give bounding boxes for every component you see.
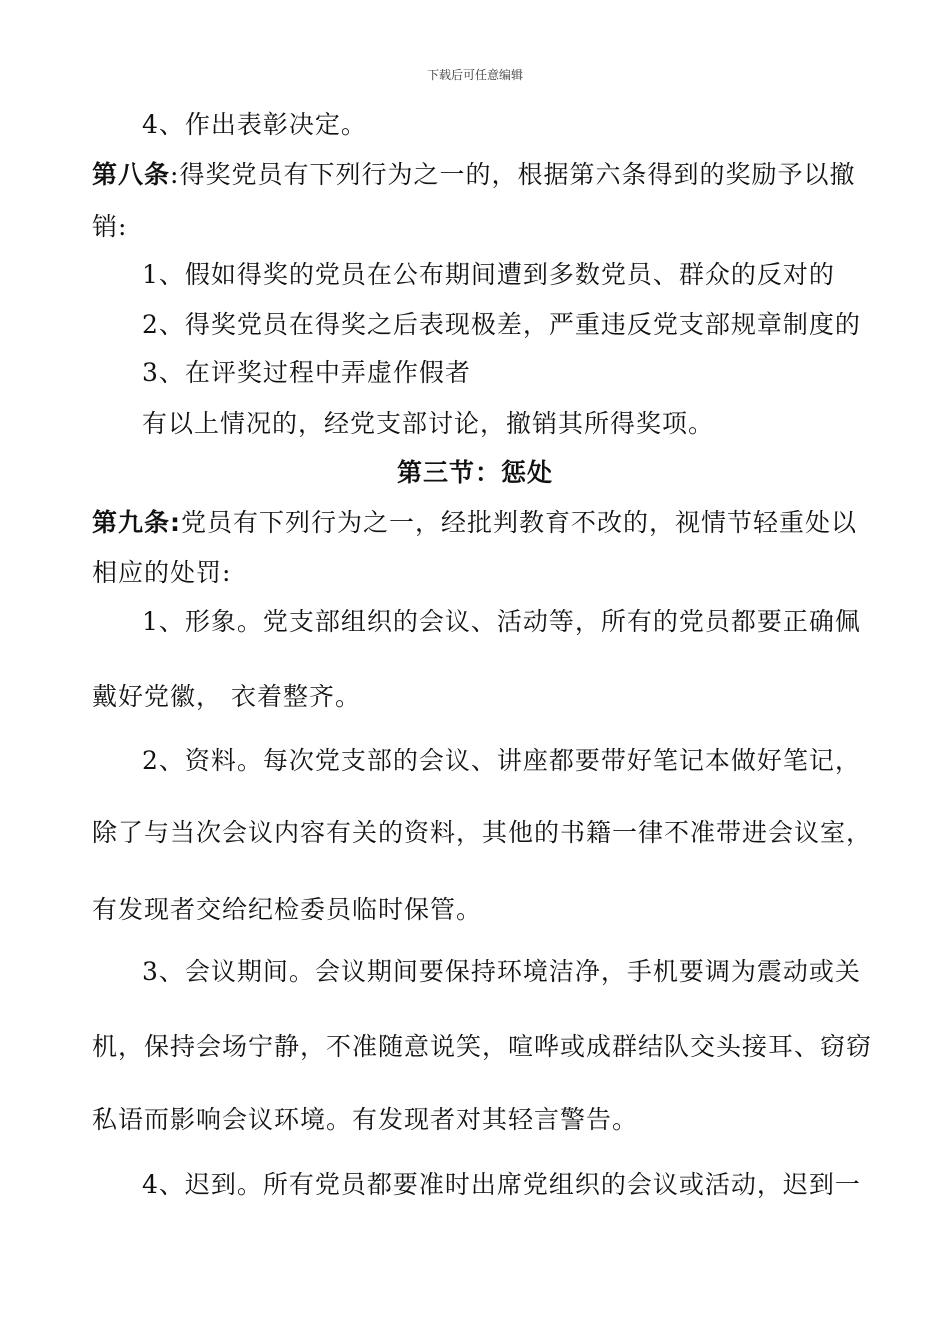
text-line: 私语而影响会议环境。有发现者对其轻言警告。	[92, 1105, 639, 1134]
article-text: :得奖党员有下列行为之一的，根据第六条得到的奖励予以撤	[170, 160, 856, 189]
list-item: 3、会议期间。会议期间要保持环境洁净，手机要调为震动或关	[142, 957, 861, 986]
list-item: 2、得奖党员在得奖之后表现极差，严重违反党支部规章制度的	[142, 310, 861, 339]
text-line: 除了与当次会议内容有关的资料，其他的书籍一律不准带进会议室，	[92, 818, 873, 847]
text-line: 相应的处罚:	[92, 558, 232, 587]
text-line: 戴好党徽， 衣着整齐。	[92, 682, 361, 711]
list-item: 2、资料。每次党支部的会议、讲座都要带好笔记本做好笔记，	[142, 746, 861, 775]
list-item: 1、形象。党支部组织的会议、活动等，所有的党员都要正确佩	[142, 607, 861, 636]
text-line: 有发现者交给纪检委员临时保管。	[92, 895, 483, 924]
text-line: 有以上情况的，经党支部讨论，撤销其所得奖项。	[142, 409, 715, 438]
page-header: 下载后可任意编辑	[426, 68, 523, 82]
text-line: 机，保持会场宁静，不准随意说笑，喧哗或成群结队交头接耳、窃窃	[92, 1032, 873, 1061]
text-line: 4、作出表彰决定。	[142, 110, 367, 139]
article-text: 党员有下列行为之一，经批判教育不改的，视情节轻重处以	[181, 508, 858, 537]
article-9-line	[92, 508, 857, 538]
article-label: 第八条	[92, 160, 171, 189]
article-label: 第九条:	[92, 508, 181, 537]
section-heading: 第三节：惩处	[396, 458, 553, 487]
list-item: 1、假如得奖的党员在公布期间遭到多数党员、群众的反对的	[142, 260, 835, 289]
text-line: 销:	[92, 212, 128, 241]
article-8-line	[92, 160, 855, 190]
list-item: 4、迟到。所有党员都要准时出席党组织的会议或活动，迟到一	[142, 1170, 861, 1199]
list-item: 3、在评奖过程中弄虚作假者	[142, 358, 471, 387]
